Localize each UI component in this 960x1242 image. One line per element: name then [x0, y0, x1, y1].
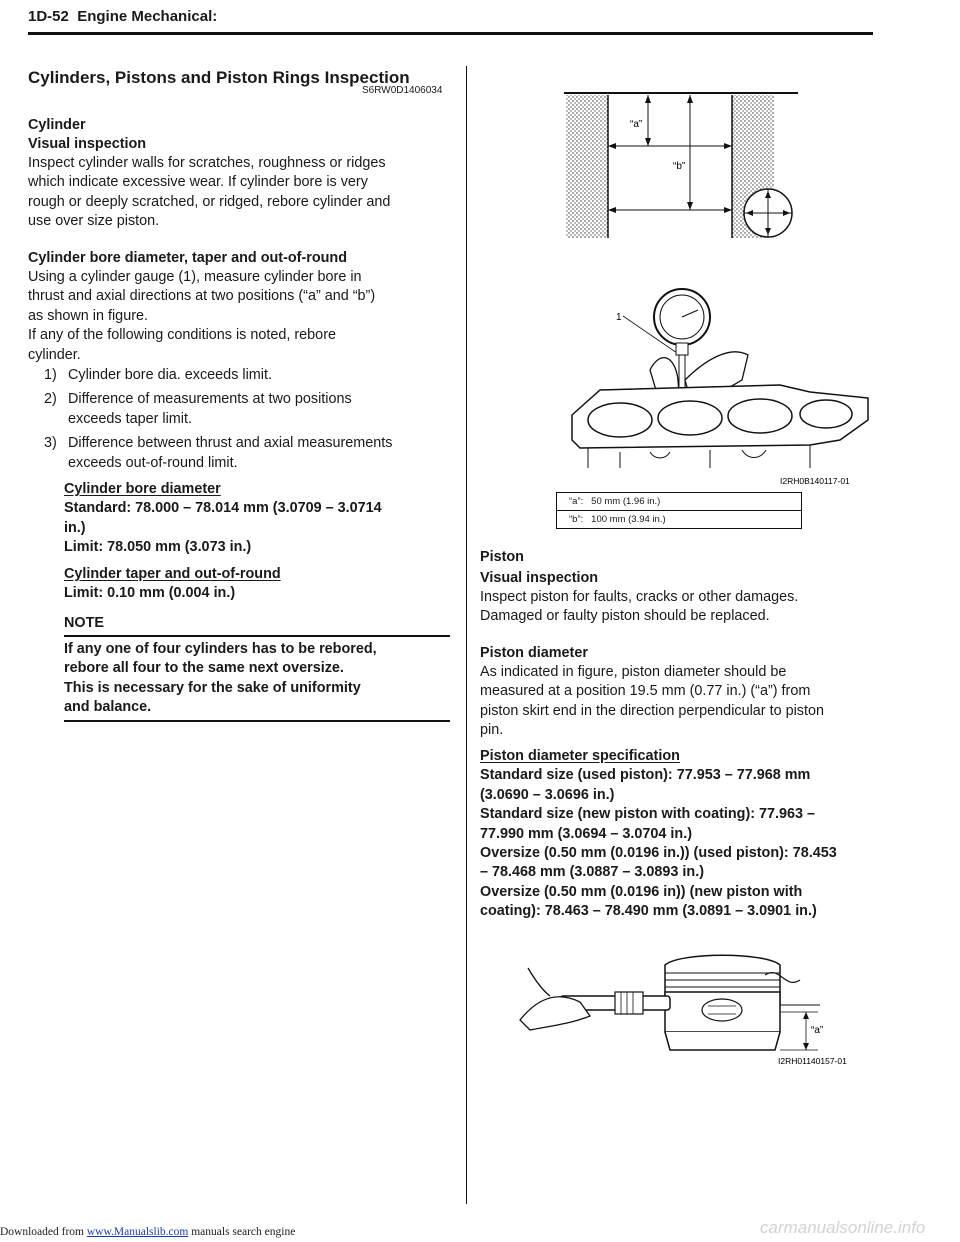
- bore-spec: Cylinder bore diameter Standard: 78.000 – 78.014 mm (3.0709 – 3.0714 in.) Limit: 78.050 mm (3.073 in.): [64, 481, 382, 556]
- section-code: S6RW0D1406034: [362, 85, 443, 96]
- piston-visual-heading: Visual inspection: [480, 570, 599, 586]
- list-item: 1) Cylinder bore dia. exceeds limit.: [44, 367, 272, 383]
- piston-diameter-heading: Piston diameter: [480, 645, 588, 661]
- piston-visual-text: Inspect piston for faults, cracks or other damages. Damaged or faulty piston should be replaced.: [480, 589, 799, 625]
- header-rule: [28, 32, 873, 35]
- bore-spec-title: Cylinder bore diameter: [64, 481, 221, 497]
- note-text: If any one of four cylinders has to be rebored, rebore all four to the same next oversize. This is necessary for the sake of uniformity and balance.: [64, 641, 377, 716]
- taper-spec: Cylinder taper and out-of-round Limit: 0.10 mm (0.004 in.): [64, 566, 281, 602]
- list-item: 2) Difference of measurements at two positions exceeds taper limit.: [44, 391, 352, 427]
- note-rule-top: [64, 635, 450, 637]
- table-row: “b”: 100 mm (3.94 in.): [557, 511, 802, 529]
- label-a: “a”: [630, 119, 643, 130]
- list-item: 3) Difference between thrust and axial measurements exceeds out-of-round limit.: [44, 435, 393, 471]
- cylinder-heading: Cylinder: [28, 117, 86, 133]
- note-title: NOTE: [64, 615, 104, 631]
- label-1: 1: [616, 312, 622, 323]
- piston-measure-figure: [480, 940, 870, 1070]
- piston-spec-title: Piston diameter specification: [480, 748, 680, 764]
- conditions-list: [44, 366, 454, 473]
- section-title: Engine Mechanical:: [77, 8, 218, 25]
- bore-text: Using a cylinder gauge (1), measure cylinder bore in thrust and axial directions at two positions (“a” and “b”) as shown in figure. If any of the following conditions is noted, rebore cylinder.: [28, 269, 376, 363]
- figure1-id: I2RH0B140117-01: [780, 476, 850, 486]
- table-row: “a”: 50 mm (1.96 in.): [557, 493, 802, 511]
- section-heading: Cylinders, Pistons and Piston Rings Inspection: [28, 68, 410, 87]
- page-header: [28, 8, 217, 25]
- note-rule-bottom: [64, 720, 450, 722]
- column-divider: [466, 66, 467, 1204]
- label-a: “a”: [811, 1025, 824, 1036]
- bore-heading: Cylinder bore diameter, taper and out-of-round: [28, 250, 348, 266]
- cylinder-visual-heading: Visual inspection: [28, 136, 147, 152]
- cylinder-bore-figure: [480, 80, 870, 490]
- piston-diameter-text: As indicated in figure, piston diameter should be measured at a position 19.5 mm (0.77 in.) (“a”) from piston skirt end in the direction perpendicular to piston pin.: [480, 664, 824, 739]
- watermark: carmanualsonline.info: [760, 1218, 926, 1237]
- section-number: 1D-52: [28, 8, 69, 25]
- taper-spec-title: Cylinder taper and out-of-round: [64, 566, 281, 582]
- piston-spec: Piston diameter specification Standard size (used piston): 77.953 – 77.968 mm (3.0690 – 3.0696 in.) Standard size (new piston with coating): 77.963 – 77.990 mm (3.0694 – 3.0704 in.) Oversize (0.50 mm (0.0196 in.)) (used piston): 78.453 – 78.468 mm (3.0887 – 3.0893 in.) Oversize (0.50 mm (0.0196 in)) (new piston with coating): 78.463 – 78.490 mm (3.0891 – 3.0901 in.): [480, 748, 837, 920]
- page-footer: Downloaded from www.Manualslib.com manuals search engine: [0, 1226, 296, 1238]
- label-b: “b”: [673, 161, 686, 172]
- dimension-table: [556, 492, 802, 529]
- manualslib-link[interactable]: www.Manualslib.com: [86, 1226, 189, 1238]
- figure2-id: I2RH01140157-01: [778, 1056, 847, 1066]
- cylinder-visual-text: Inspect cylinder walls for scratches, roughness or ridges which indicate excessive wear. If cylinder bore is very rough or deeply scratched, or ridged, rebore cylinder and use over size piston.: [28, 155, 391, 230]
- piston-heading: Piston: [480, 549, 524, 565]
